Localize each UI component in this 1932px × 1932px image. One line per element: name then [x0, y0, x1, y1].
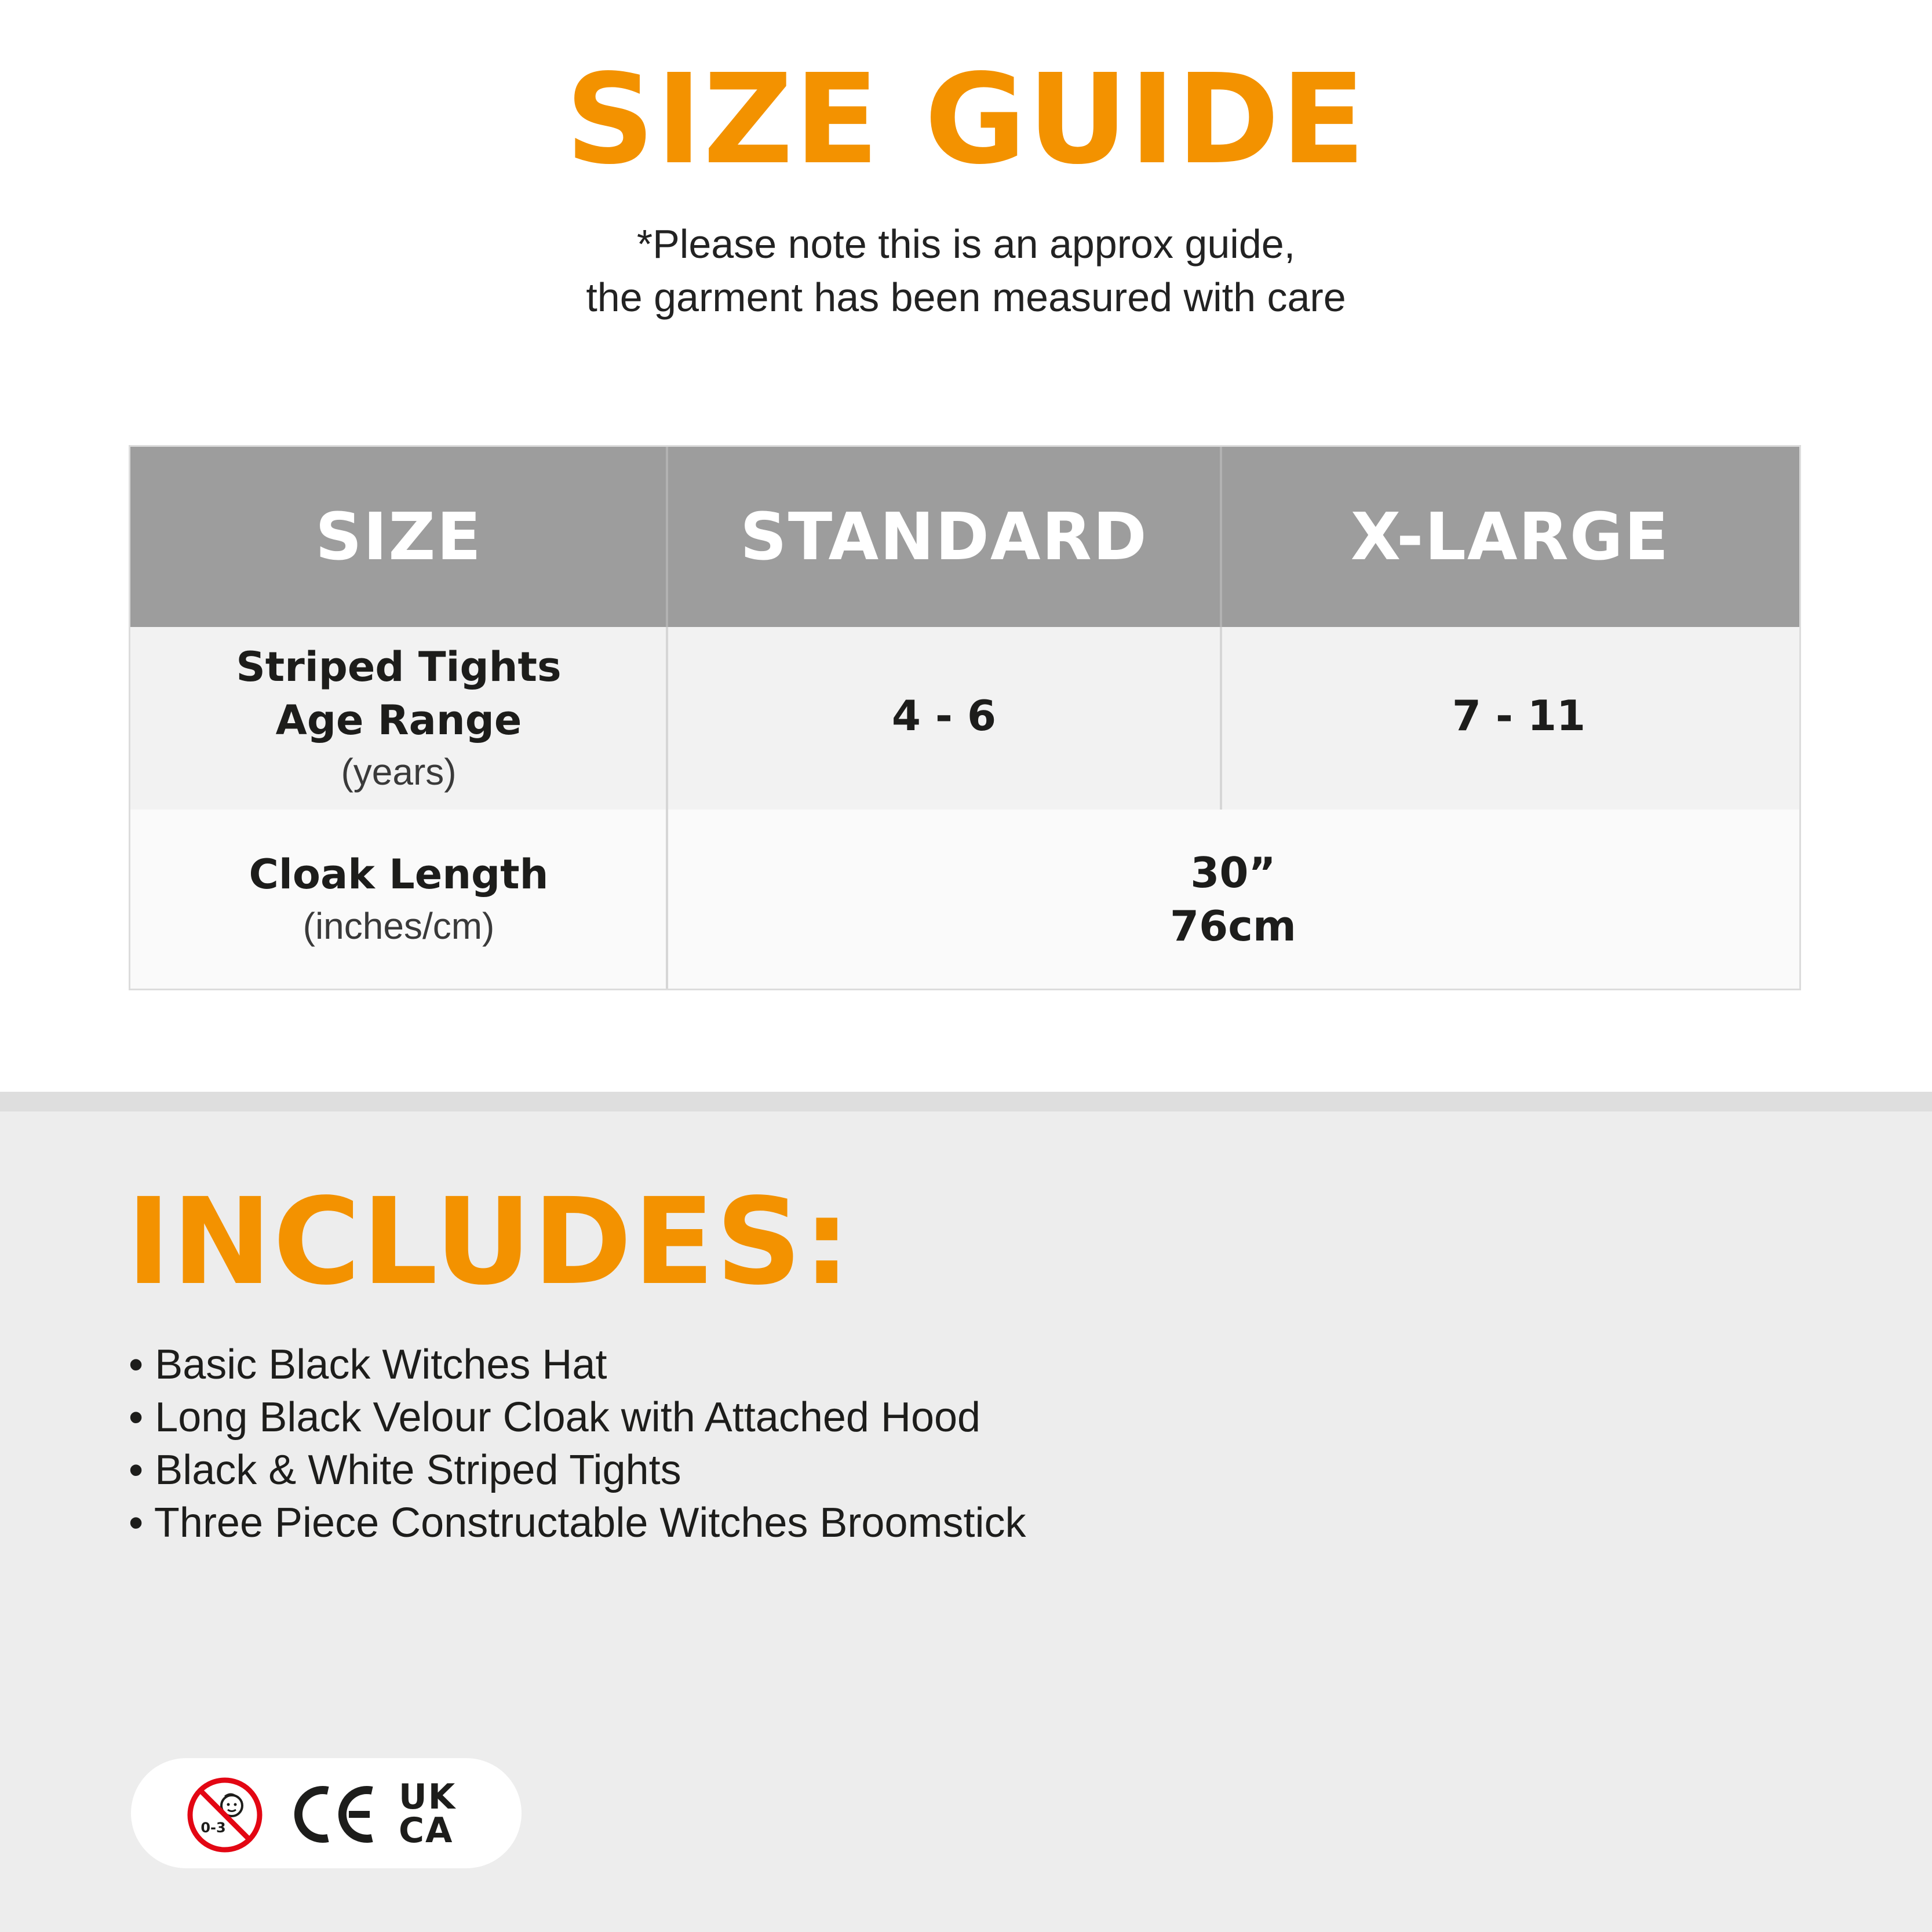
tights-unit: (years) [341, 750, 457, 793]
size-table [129, 445, 1801, 990]
list-item: • Long Black Velour Cloak with Attached Hood [129, 1391, 1026, 1444]
header-size: SIZE [315, 499, 483, 575]
cloak-label: Cloak Length [249, 850, 549, 898]
page-title: SIZE GUIDE [565, 48, 1367, 192]
row-label-cloak [130, 810, 667, 989]
row-label-tights [130, 627, 667, 810]
ukca-line-2: CA [399, 1810, 454, 1851]
tights-label-line-1: Striped Tights [236, 643, 562, 691]
header-divider-1 [666, 447, 668, 627]
note-line-1: *Please note this is an approx guide, [636, 221, 1296, 267]
includes-list [129, 1339, 1026, 1550]
includes-title: INCLUDES: [126, 1172, 852, 1311]
header-cell-xlarge [1221, 447, 1799, 627]
header-divider-2 [1220, 447, 1222, 627]
tights-label-line-2: Age Range [275, 696, 522, 744]
tights-xlarge-cell [1221, 627, 1799, 810]
size-note [0, 217, 1932, 324]
ce-mark-icon [291, 1782, 378, 1846]
header-cell-size [130, 447, 667, 627]
cloak-value-inches: 30” [1190, 848, 1276, 897]
ukca-mark-icon [399, 1777, 480, 1851]
list-item: • Basic Black Witches Hat [129, 1339, 1026, 1391]
list-item: • Three Piece Constructable Witches Broomstick [129, 1497, 1026, 1550]
cloak-unit: (inches/cm) [302, 905, 495, 947]
no-under-3-icon [185, 1776, 264, 1854]
header-xlarge: X-LARGE [1350, 499, 1670, 575]
note-line-2: the garment has been measured with care [586, 275, 1346, 320]
safety-badges [131, 1758, 522, 1868]
tights-standard-value: 4 - 6 [891, 691, 997, 740]
list-item: • Black & White Striped Tights [129, 1444, 1026, 1497]
header-standard: STANDARD [740, 499, 1148, 575]
header-cell-standard [667, 447, 1221, 627]
tights-xlarge-value: 7 - 11 [1452, 691, 1586, 740]
tights-standard-cell [667, 627, 1221, 810]
body-divider-2 [1220, 627, 1222, 810]
age-warning-text: 0-3 [201, 1820, 226, 1836]
cloak-value-cell [667, 810, 1799, 989]
ukca-line-1: UK [399, 1777, 457, 1817]
cloak-value-cm: 76cm [1170, 901, 1296, 950]
body-divider-1 [666, 627, 668, 989]
